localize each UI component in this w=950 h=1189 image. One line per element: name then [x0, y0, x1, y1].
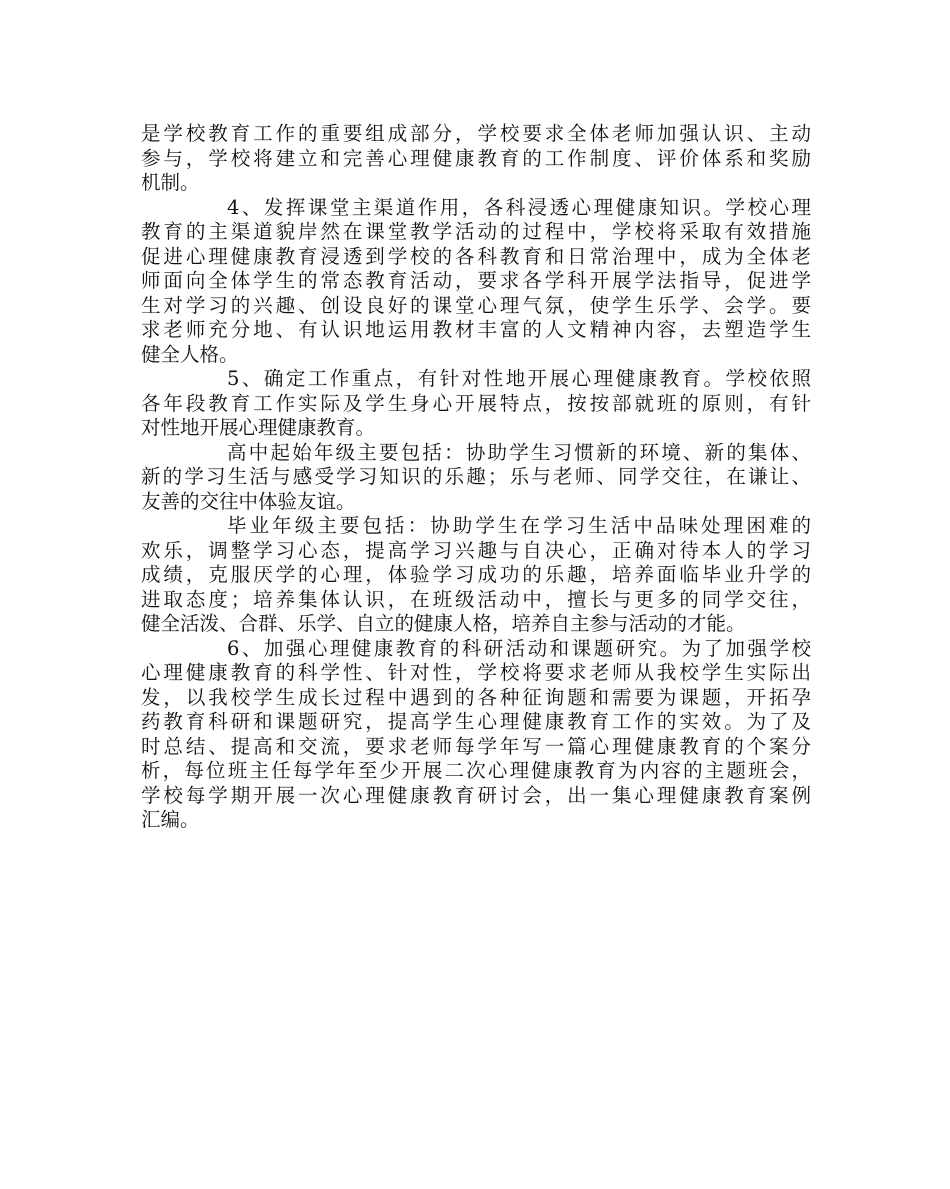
text-line: 教育的主渠道貌岸然在课堂教学活动的过程中，学校将采取有效措施	[141, 220, 811, 243]
text-line: 求老师充分地、有认识地运用教材丰富的人文精神内容，去塑造学生	[141, 318, 811, 341]
text-line: 4、发挥课堂主渠道作用，各科浸透心理健康知识。学校心理	[227, 195, 811, 219]
text-line: 心理健康教育的科学性、针对性，学校将要求老师从我校学生实际出	[141, 661, 811, 684]
text-line: 师面向全体学生的常态教育活动，要求各学科开展学法指导，促进学	[141, 269, 811, 292]
text-line: 6、加强心理健康教育的科研活动和课题研究。为了加强学校	[227, 636, 811, 660]
text-line: 机制。	[141, 171, 200, 194]
text-line: 时总结、提高和交流，要求老师每学年写一篇心理健康教育的个案分	[141, 734, 811, 758]
paragraph-3	[141, 367, 811, 441]
paragraph-5	[141, 514, 811, 637]
text-line: 成绩，克服厌学的心理，体验学习成功的乐趣，培养面临毕业升学的	[141, 563, 811, 586]
text-line: 参与，学校将建立和完善心理健康教育的工作制度、评价体系和奖励	[141, 146, 811, 170]
text-line: 5、确定工作重点，有针对性地开展心理健康教育。学校依照	[227, 367, 811, 390]
paragraph-1	[141, 122, 811, 196]
text-line: 进取态度；培养集体认识，在班级活动中，擅长与更多的同学交往，	[141, 587, 811, 611]
text-line: 药教育科研和课题研究，提高学生心理健康教育工作的实效。为了及	[141, 710, 811, 733]
text-line: 健全活泼、合群、乐学、自立的健康人格，培养自主参与活动的才能。	[141, 612, 746, 635]
text-line: 发，以我校学生成长过程中遇到的各种征询题和需要为课题，开拓孕	[141, 685, 811, 709]
text-line: 是学校教育工作的重要组成部分，学校要求全体老师加强认识、主动	[141, 122, 811, 145]
text-line: 各年段教育工作实际及学生身心开展特点，按按部就班的原则，有针	[141, 391, 811, 415]
paragraph-2	[141, 196, 811, 368]
text-line: 欢乐，调整学习心态，提高学习兴趣与自决心，正确对待本人的学习	[141, 538, 811, 562]
text-line: 促进心理健康教育浸透到学校的各科教育和日常治理中，成为全体老	[141, 244, 811, 268]
document-body	[141, 122, 811, 833]
text-line: 对性地开展心理健康教育。	[141, 416, 376, 439]
paragraph-4	[141, 441, 811, 515]
paragraph-6	[141, 637, 811, 833]
text-line: 毕业年级主要包括：协助学生在学习生活中品味处理困难的	[227, 514, 811, 537]
text-line: 析，每位班主任每学年至少开展二次心理健康教育为内容的主题班会，	[141, 759, 811, 782]
text-line: 友善的交往中体验友谊。	[141, 489, 356, 513]
text-line: 汇编。	[141, 808, 200, 831]
text-line: 新的学习生活与感受学习知识的乐趣；乐与老师、同学交往，在谦让、	[141, 465, 811, 488]
text-line: 健全人格。	[141, 342, 239, 366]
text-line: 高中起始年级主要包括：协助学生习惯新的环境、新的集体、	[227, 440, 811, 464]
text-line: 生对学习的兴趣、创设良好的课堂心理气氛，使学生乐学、会学。要	[141, 293, 811, 317]
text-line: 学校每学期开展一次心理健康教育研讨会，出一集心理健康教育案例	[141, 783, 811, 807]
